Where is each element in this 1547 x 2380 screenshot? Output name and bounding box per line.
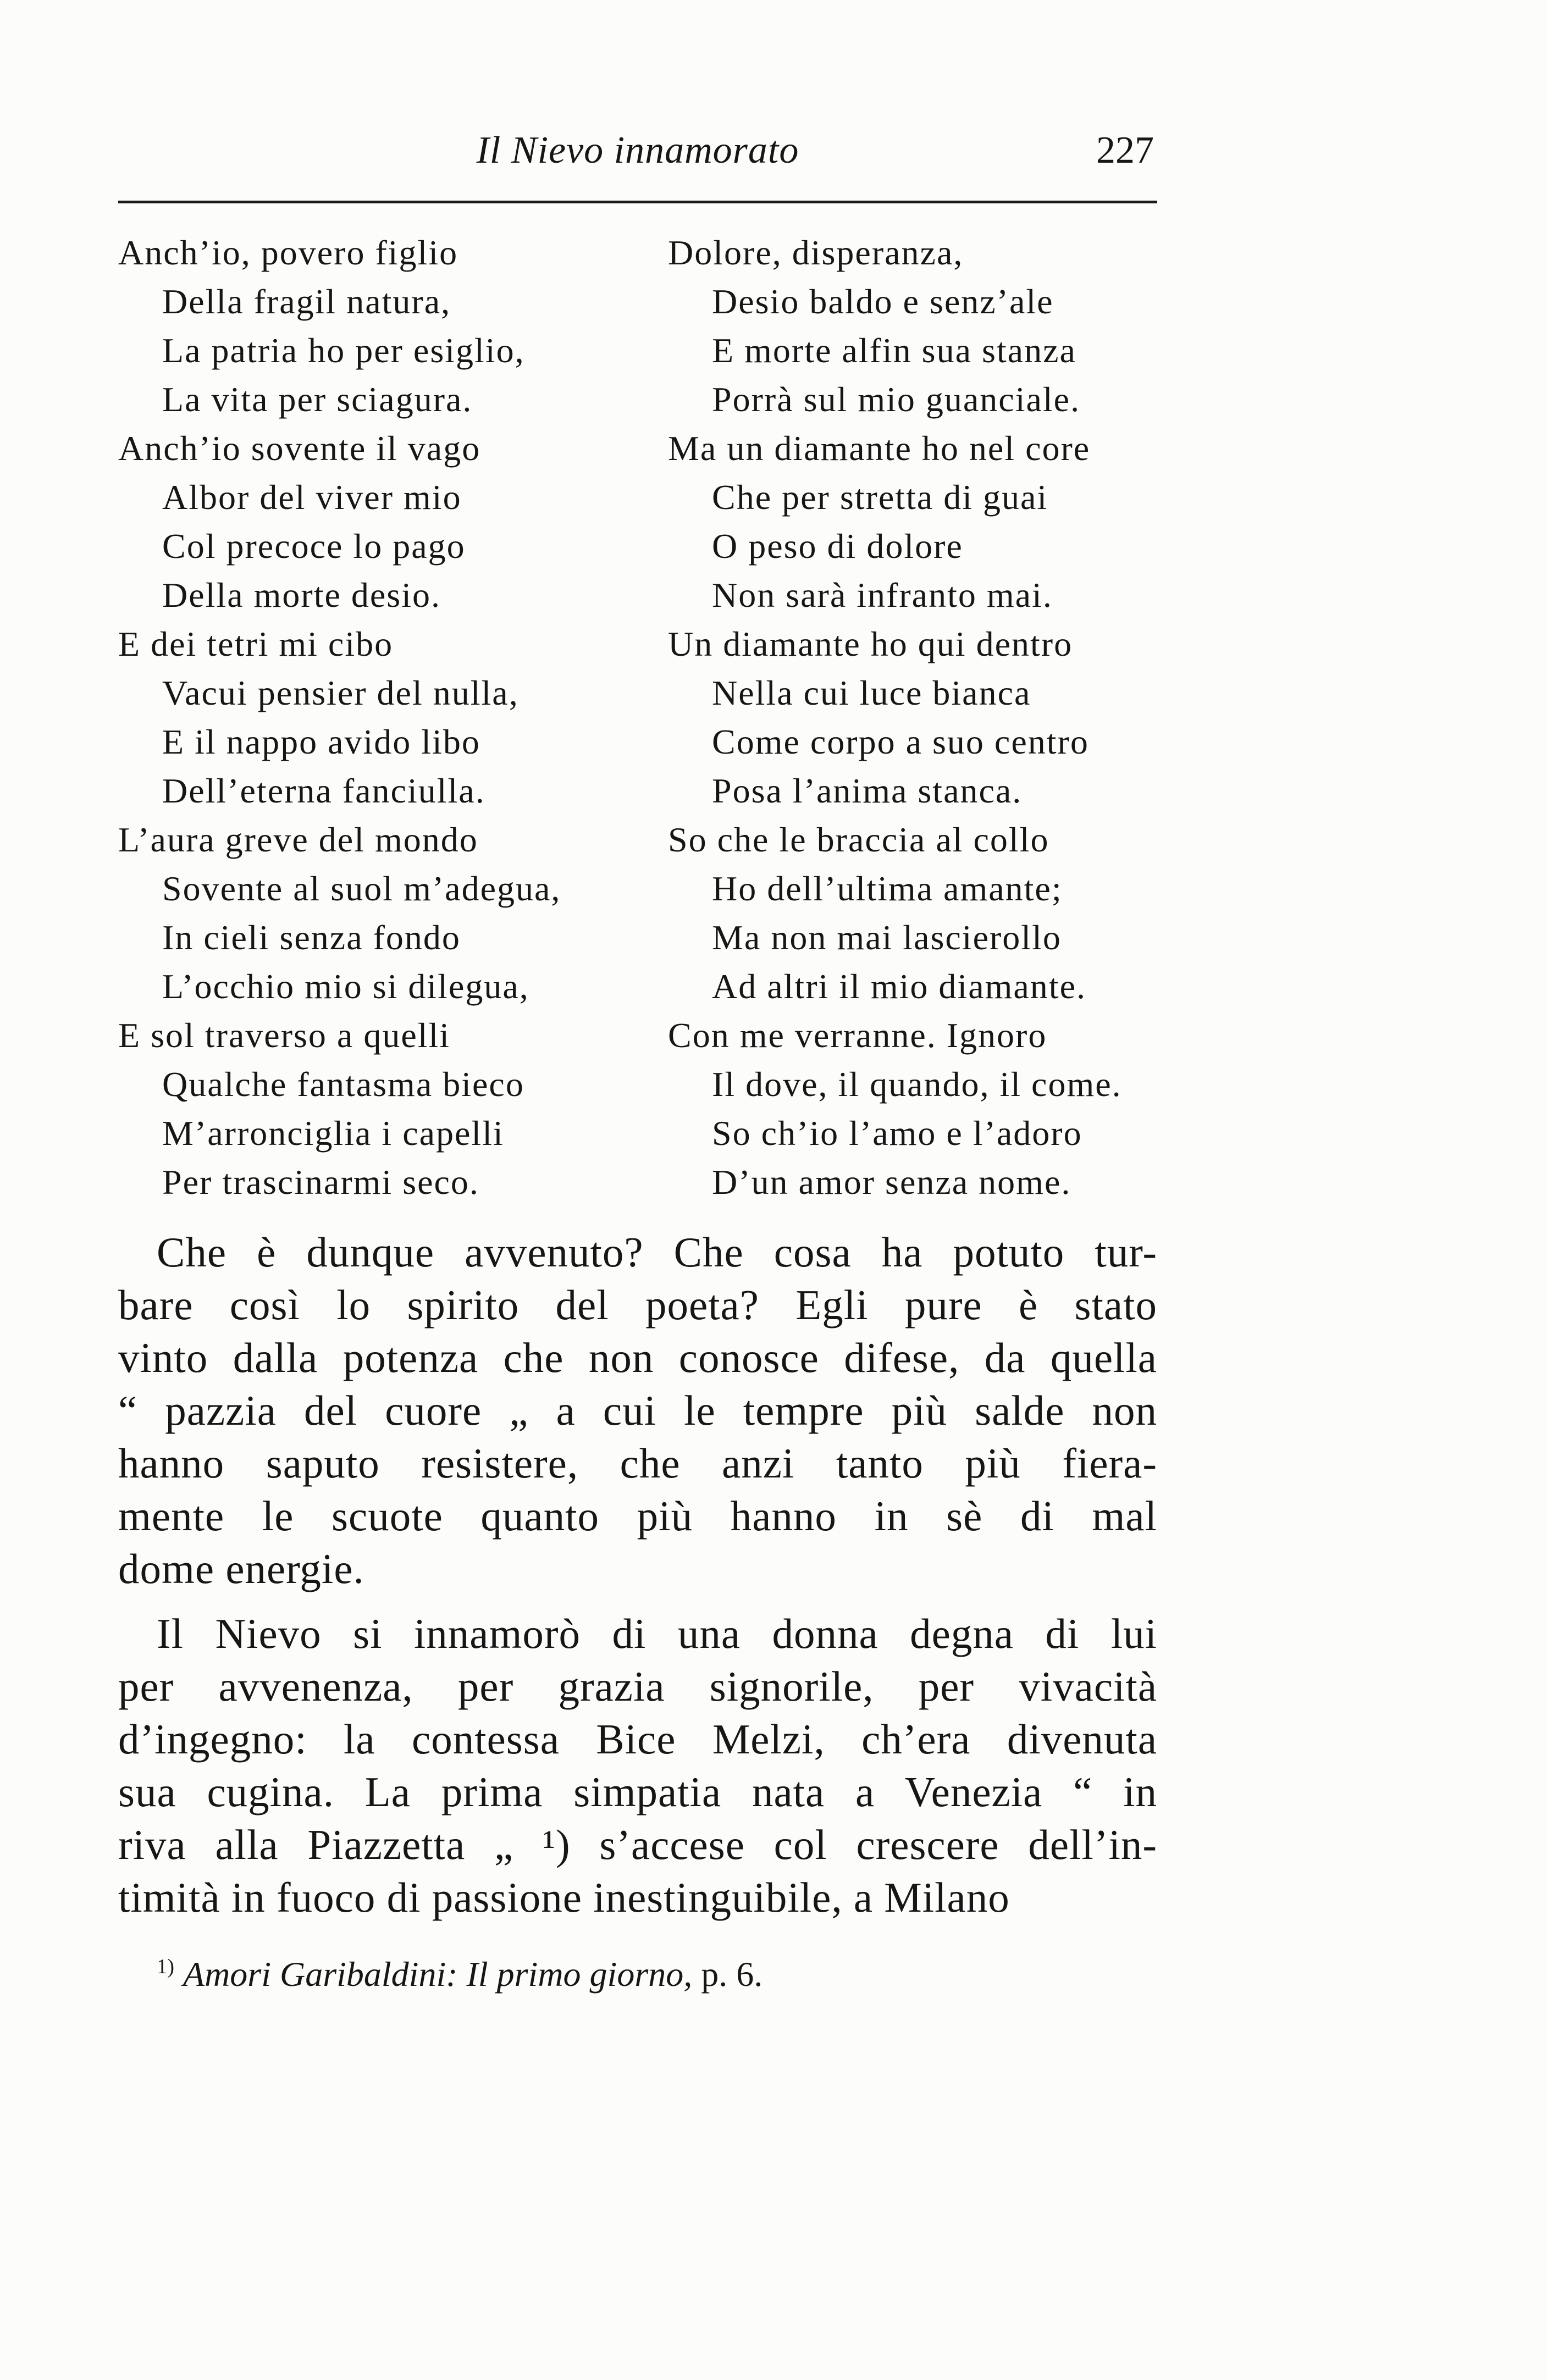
prose-line: d’ingegno: la contessa Bice Melzi, ch’era divenuta xyxy=(118,1715,1157,1763)
poem-line: Albor del viver mio xyxy=(162,478,462,517)
poem-line: E dei tetri mi cibo xyxy=(118,624,394,663)
poem-line: Che per stretta di guai xyxy=(712,478,1048,517)
prose-line: bare così lo spirito del poeta? Egli pure è stato xyxy=(118,1281,1157,1329)
footnote xyxy=(157,1954,763,1995)
prose-body xyxy=(118,1226,1157,1924)
poem-line: Porrà sul mio guanciale. xyxy=(712,380,1081,419)
poem-line: La vita per sciagura. xyxy=(162,380,473,419)
poem-line: D’un amor senza nome. xyxy=(712,1163,1071,1202)
poem-line: M’arronciglia i capelli xyxy=(162,1114,504,1153)
page-number: 227 xyxy=(1096,129,1154,171)
prose-line: timità in fuoco di passione inestinguibile, a Milano xyxy=(118,1874,1010,1921)
paragraph-2 xyxy=(118,1607,1157,1924)
prose-line: dome energie. xyxy=(118,1545,364,1592)
poem-line: Non sarà infranto mai. xyxy=(712,575,1053,615)
footnote-citation: Amori Garibaldini: Il primo giorno, xyxy=(183,1955,693,1994)
poem-line: So che le braccia al collo xyxy=(668,820,1049,859)
poem-line: O peso di dolore xyxy=(712,527,963,566)
poem-line: Con me verranne. Ignoro xyxy=(668,1016,1047,1055)
poem-line: Anch’io, povero figlio xyxy=(118,233,458,272)
prose-line: Il Nievo si innamorò di una donna degna di lui xyxy=(157,1610,1157,1657)
running-title: Il Nievo innamorato xyxy=(476,129,799,171)
poem-line: Qualche fantasma bieco xyxy=(162,1065,524,1104)
poem-line: Il dove, il quando, il come. xyxy=(712,1065,1122,1104)
prose-line: vinto dalla potenza che non conosce difese, da quella xyxy=(118,1334,1157,1381)
footnote-marker: 1) xyxy=(157,1955,174,1978)
footnote-page-ref: p. 6. xyxy=(701,1955,763,1994)
poem-line: E morte alfin sua stanza xyxy=(712,331,1076,370)
poem-line: Ma non mai lascierollo xyxy=(712,918,1062,957)
poem-line: Dolore, disperanza, xyxy=(668,233,964,272)
poem-line: La patria ho per esiglio, xyxy=(162,331,525,370)
poem-line: L’occhio mio si dilegua, xyxy=(162,967,529,1006)
poem-line: Posa l’anima stanca. xyxy=(712,771,1023,810)
poem-line: Della fragil natura, xyxy=(162,282,451,321)
prose-line: per avvenenza, per grazia signorile, per vivacità xyxy=(118,1663,1157,1710)
poem-line: L’aura greve del mondo xyxy=(118,820,478,859)
poem-line: Anch’io sovente il vago xyxy=(118,429,481,468)
poem-line: Vacui pensier del nulla, xyxy=(162,673,519,712)
paragraph-1 xyxy=(118,1226,1157,1595)
poem-line: Per trascinarmi seco. xyxy=(162,1163,479,1202)
poem-line: E sol traverso a quelli xyxy=(118,1016,451,1055)
poem-line: In cieli senza fondo xyxy=(162,918,461,957)
poem-line: So ch’io l’amo e l’adoro xyxy=(712,1114,1082,1153)
prose-line: riva alla Piazzetta „ ¹) s’accese col crescere dell’in- xyxy=(118,1821,1157,1868)
poem-line: Ma un diamante ho nel core xyxy=(668,429,1091,468)
poem-line: Ad altri il mio diamante. xyxy=(712,967,1086,1006)
poem-line: Dell’eterna fanciulla. xyxy=(162,771,485,810)
poem-line: Della morte desio. xyxy=(162,575,441,615)
prose-line: mente le scuote quanto più hanno in sè di mal xyxy=(118,1492,1157,1540)
prose-line: “ pazzia del cuore „ a cui le tempre più salde non xyxy=(118,1387,1157,1434)
poem-line: Un diamante ho qui dentro xyxy=(668,624,1073,663)
prose-line: hanno saputo resistere, che anzi tanto più fiera- xyxy=(118,1440,1157,1487)
poem-line: Col precoce lo pago xyxy=(162,527,466,566)
poem-line: Ho dell’ultima amante; xyxy=(712,869,1063,908)
poem-line: Come corpo a suo centro xyxy=(712,722,1089,761)
poem-line: E il nappo avido libo xyxy=(162,722,480,761)
poem-line: Nella cui luce bianca xyxy=(712,673,1031,712)
poem-column-left xyxy=(118,228,624,1206)
prose-line: sua cugina. La prima simpatia nata a Venezia “ in xyxy=(118,1768,1157,1816)
poem-column-right xyxy=(668,228,1163,1206)
prose-line: Che è dunque avvenuto? Che cosa ha potuto tur- xyxy=(157,1228,1157,1276)
running-header xyxy=(118,120,1157,180)
header-rule xyxy=(118,201,1157,203)
poem-line: Sovente al suol m’adegua, xyxy=(162,869,561,908)
poem-line: Desio baldo e senz’ale xyxy=(712,282,1054,321)
